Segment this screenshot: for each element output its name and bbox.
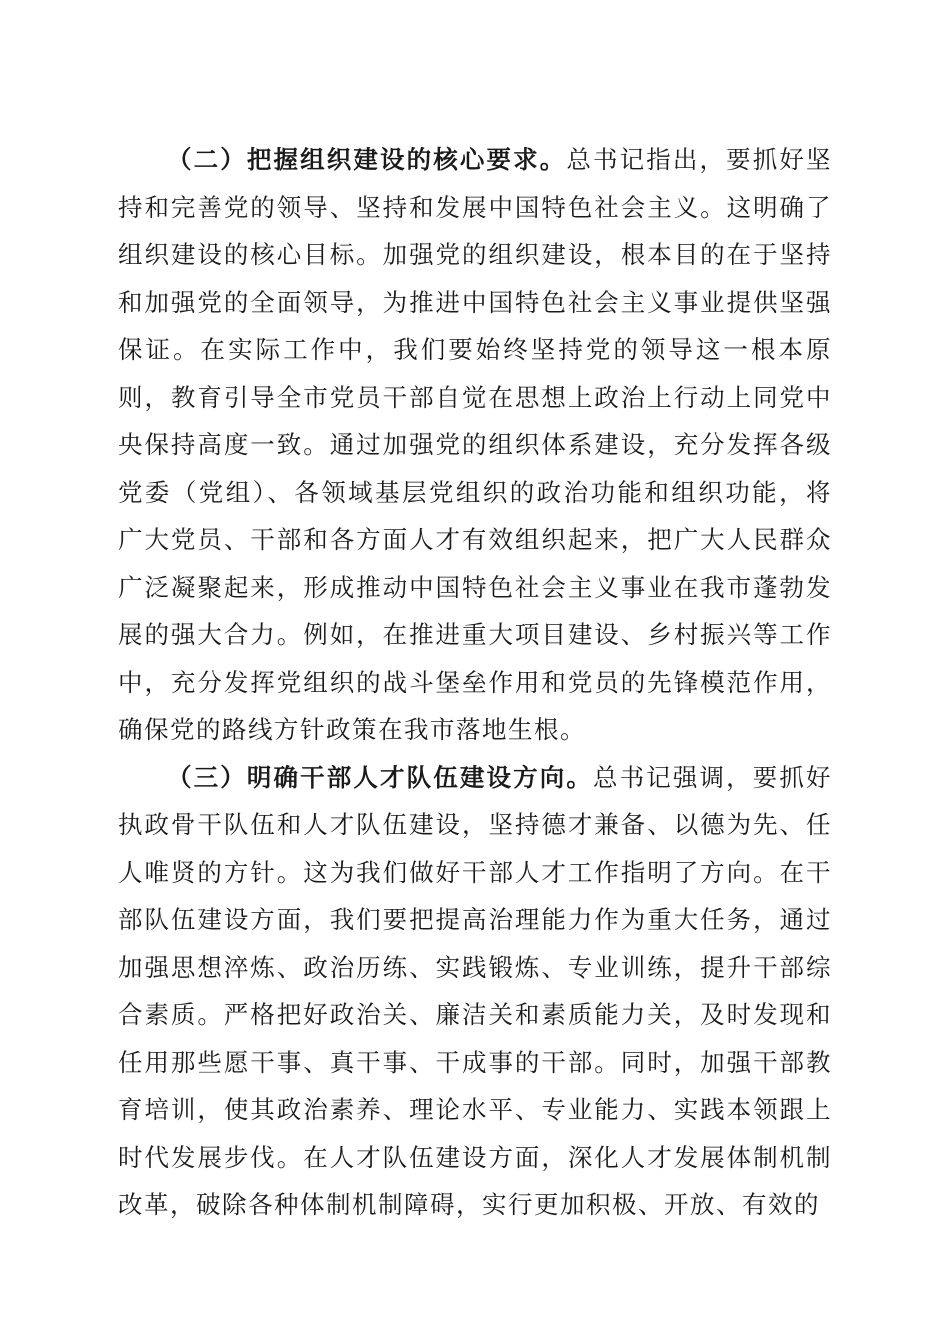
section-body-3: 总书记强调，要抓好执政骨干队伍和人才队伍建设，坚持德才兼备、以德为先、任人唯贤的方针。这为我们做好干部人才工作指明了方向。在干部队伍建设方面，我们要把提高治理能力作为重大任务，通过加强思想淬炼、政治历练、实践锻炼、专业训练，提升干部综合素质。严格把好政治关、廉洁关和素质能力关，及时发现和任用那些愿干事、真干事、干成事的干部。同时，加强干部教育培训，使其政治素养、理论水平、专业能力、实践本领跟上时代发展步伐。在人才队伍建设方面，深化人才发展体制机制改革，破除各种体制机制障碍，实行更加积极、开放、有效的 [118, 762, 832, 1219]
section-heading-2: （二）把握组织建设的核心要求。 [167, 145, 567, 174]
document-body [118, 136, 832, 1229]
section-paragraph-2 [118, 136, 832, 754]
section-heading-3: （三）明确干部人才队伍建设方向。 [167, 762, 593, 792]
section-paragraph-3 [118, 754, 832, 1229]
section-body-2: 总书记指出，要抓好坚持和完善党的领导、坚持和发展中国特色社会主义。这明确了组织建设的核心目标。加强党的组织建设，根本目的在于坚持和加强党的全面领导，为推进中国特色社会主义事业提供坚强保证。在实际工作中，我们要始终坚持党的领导这一根本原则，教育引导全市党员干部自觉在思想上政治上行动上同党中央保持高度一致。通过加强党的组织体系建设，充分发挥各级党委（党组）、各领域基层党组织的政治功能和组织功能，将广大党员、干部和各方面人才有效组织起来，把广大人民群众广泛凝聚起来，形成推动中国特色社会主义事业在我市蓬勃发展的强大合力。例如，在推进重大项目建设、乡村振兴等工作中，充分发挥党组织的战斗堡垒作用和党员的先锋模范作用，确保党的路线方针政策在我市落地生根。 [118, 145, 832, 744]
